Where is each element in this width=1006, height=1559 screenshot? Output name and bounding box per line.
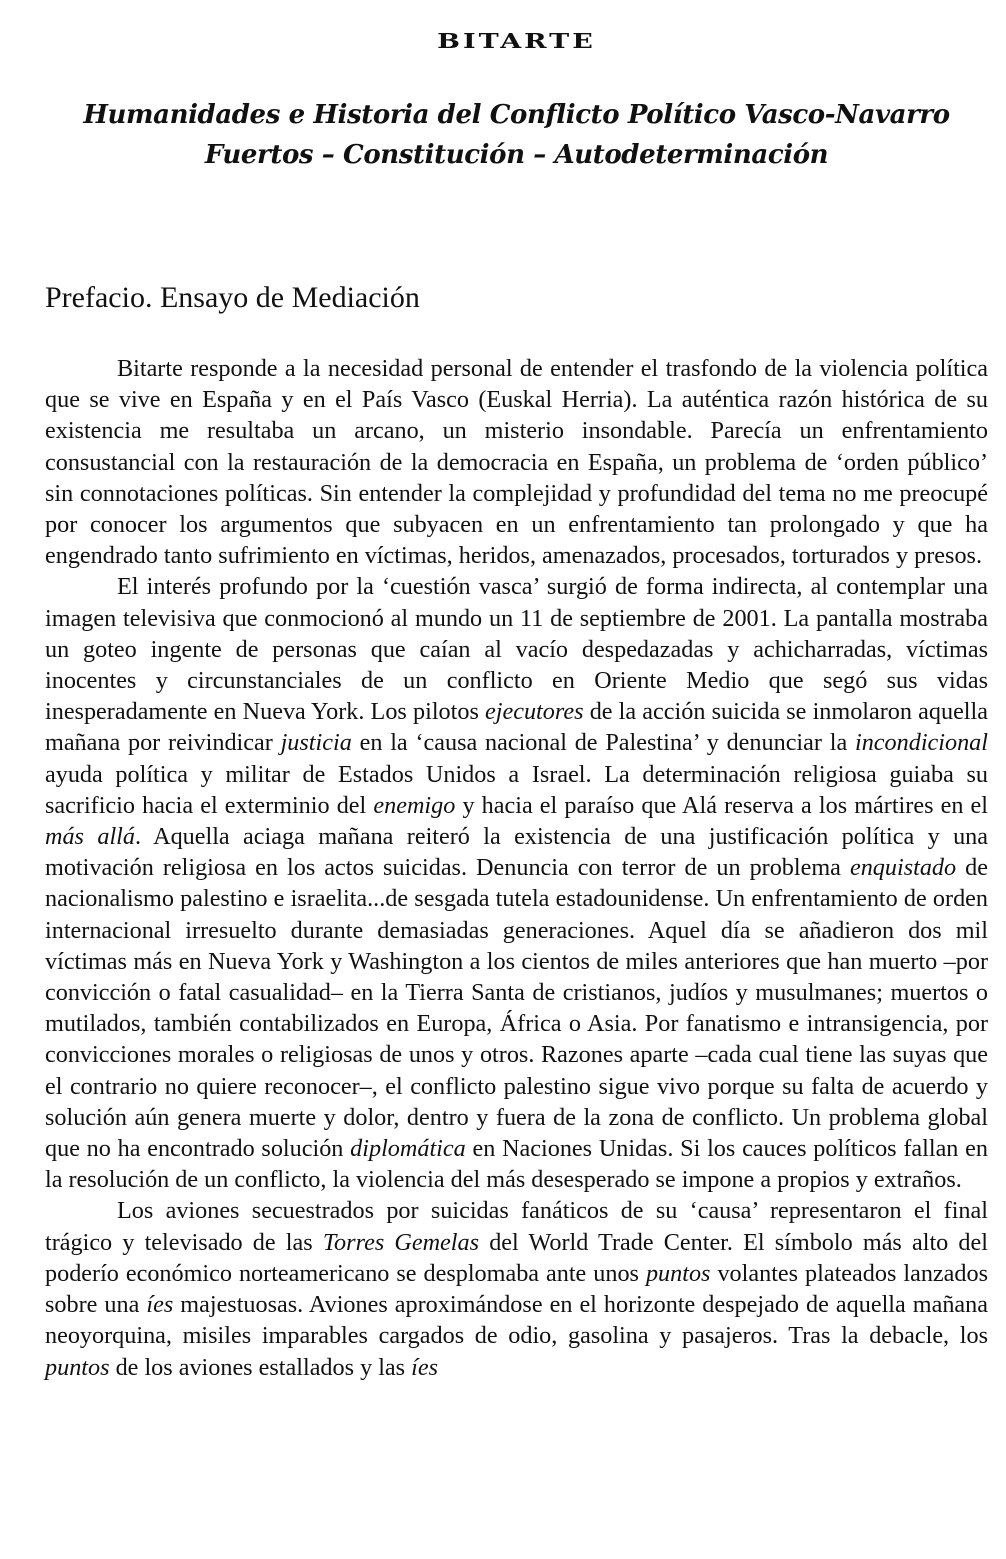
text-run: en la ‘causa nacional de Palestina’ y denunciar la xyxy=(351,729,855,757)
text-run: y hacia el paraíso que Alá reserva a los mártires en el xyxy=(455,791,988,819)
text-run: volantes plateados lanzados sobre una xyxy=(45,1259,988,1319)
document-page xyxy=(45,22,988,1381)
italic-text: puntos xyxy=(45,1353,110,1381)
paragraph xyxy=(45,1195,988,1382)
text-run: . Aquella aciaga mañana reiteró la existencia de una justificación política y una motivación religiosa en los actos suicidas. Denuncia con terror de un problema xyxy=(45,823,988,882)
text-run: ayuda política y militar de Estados Unidos a Israel. La determinación religiosa guiaba su sacrificio hacia el exterminio del xyxy=(45,760,988,819)
text-run: en Naciones Unidas. Si los cauces políticos fallan en la resolución de un conflicto, la violencia del más desesperado se impone a propios y extraños. xyxy=(45,1135,988,1194)
document-subtitle-line-1: Humanidades e Historia del Conflicto Político Vasco-Navarro xyxy=(83,100,950,130)
text-run: de los aviones estallados y las xyxy=(109,1353,412,1381)
text-run: Los aviones secuestrados por suicidas fanáticos de su ‘causa’ representaron el final trágico y televisado de las xyxy=(45,1197,988,1256)
section-heading: Prefacio. Ensayo de Mediación xyxy=(45,281,420,314)
paragraph xyxy=(45,353,988,571)
italic-text: íes xyxy=(411,1353,439,1381)
text-run: del World Trade Center. El símbolo más alto del poderío económico norteamericano se desplomaba ante unos xyxy=(45,1228,988,1287)
italic-text: Torres Gemelas xyxy=(322,1228,480,1256)
document-title: BITARTE xyxy=(437,30,596,54)
text-run: de nacionalismo palestino e israelita...de sesgada tutela estadounidense. Un enfrentamiento de orden internacional irresuelto durante demasiadas generaciones. Aquel día se añadieron dos mil víctimas más en Nueva York y Washington a los cientos de miles anteriores que han muerto –por convicción o fatal casualidad– en la Tierra Santa de cristianos, judíos y musulmanes; muertos o mutilados, también contabilizados en Europa, África o Asia. Por fanatismo e intransigencia, por convicciones morales o religiosas de unos y otros. Razones aparte –cada cual tiene las suyas que el contrario no quiere reconocer–, el conflicto palestino sigue vivo porque su falta de acuerdo y solución aún genera muerte y dolor, dentro y fuera de la zona de conflicto. Un problema global que no ha encontrado solución xyxy=(45,854,988,1163)
text-run: Bitarte responde a la necesidad personal de entender el trasfondo de la violencia política que se vive en España y en el País Vasco (Euskal Herria). La auténtica razón histórica de su existencia me resultaba un arcano, un misterio insondable. Parecía un enfrentamiento consustancial con la restauración de la democracia en España, un problema de ‘orden público’ sin connotaciones políticas. Sin entender la complejidad y profundidad del tema no me preocupé por conocer los argumentos que subyacen en un enfrentamiento tan prolongado y que ha engendrado tanto sufrimiento en víctimas, heridos, amenazados, procesados, torturados y presos. xyxy=(45,355,988,570)
document-subtitle-line-2: Fuertos – Constitución – Autodeterminación xyxy=(204,140,829,170)
text-run: de la acción suicida se inmolaron aquella mañana por reivindicar xyxy=(45,698,988,757)
text-run: El interés profundo por la ‘cuestión vasca’ surgió de forma indirecta, al contemplar una imagen televisiva que conmocionó al mundo un 11 de septiembre de 2001. La pantalla mostraba un goteo ingente de personas que caían al vacío despedazadas y achicharradas, víctimas inocentes y circunstanciales de un conflicto en Oriente Medio que segó sus vidas inesperadamente en Nueva York. Los pilotos xyxy=(45,573,988,726)
paragraph xyxy=(45,571,988,1195)
italic-text: incondicional xyxy=(854,729,988,757)
body-text xyxy=(45,353,988,1383)
italic-text: justicia xyxy=(280,729,352,757)
italic-text: enemigo xyxy=(373,791,456,819)
italic-text: íes xyxy=(146,1291,174,1319)
italic-text: puntos xyxy=(645,1259,711,1287)
text-run: majestuosas. Aviones aproximándose en el horizonte despejado de aquella mañana neoyorquina, misiles imparables cargados de odio, gasolina y pasajeros. Tras la debacle, los xyxy=(45,1291,988,1350)
italic-text: más allá xyxy=(45,823,135,851)
italic-text: ejecutores xyxy=(485,698,584,726)
italic-text: diplomática xyxy=(350,1135,466,1163)
italic-text: enquistado xyxy=(849,854,957,882)
